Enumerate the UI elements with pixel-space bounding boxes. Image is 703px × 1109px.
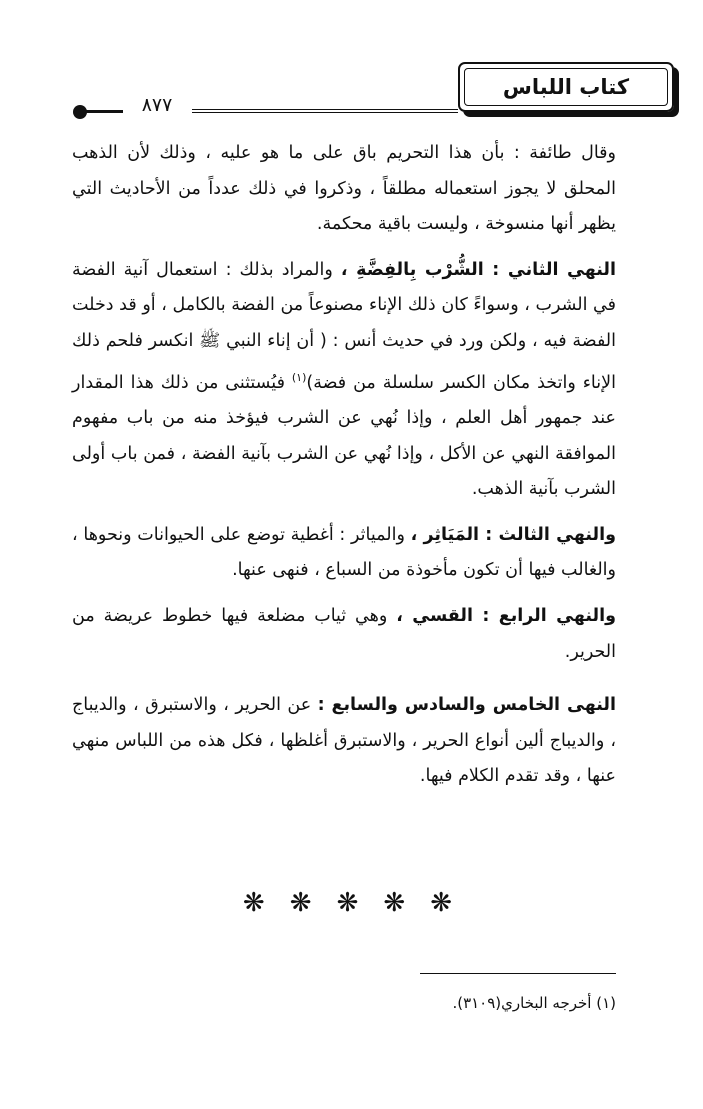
paragraph-1-text: وقال طائفة : بأن هذا التحريم باق على ما هو عليه ، وذلك لأن الذهب المحلق لا يجوز استعماله مطلقاً ، وذكروا في ذلك عدداً من الأحاديث التي يظهر أنها منسوخة ، وليست باقية محكمة. [72,143,616,235]
footnote-rule [420,973,616,974]
paragraph-2-text: والمراد بذلك : استعمال آنية الفضة في الشرب ، وسواءً كان ذلك الإناء مصنوعاً من الفضة بالكامل ، أو قد دخلت الفضة فيه ، ولكن ورد في حديث أنس : ( أن إناء النبي ﷺ انكسر فلحم ذلك الإناء واتخذ مكان الكسر سلسلة من فضة) [72,259,616,393]
paragraph-3 [72,518,616,589]
header-ornament-bar [83,110,123,113]
page-body [72,136,616,795]
paragraph-5-heading: النهى الخامس والسادس والسابع : [317,695,616,716]
paragraph-4-text: وهي ثياب مضلعة فيها خطوط عريضة من الحرير. [72,605,616,662]
chapter-title-box [458,62,674,112]
paragraph-4 [72,599,616,670]
header-ornament-dot [73,105,87,119]
paragraph-2-text-continued: فيُستثنى من ذلك هذا المقدار عند جمهور أهل العلم ، وإذا نُهي عن الشرب فيؤخذ منه من باب مفهوم الموافقة النهي عن الأكل ، وإذا نُهي عن الشرب بآنية الفضة ، فمن باب أولى الشرب بآنية الذهب. [72,372,616,500]
paragraph-2-heading: النهي الثاني : الشُّرْب بِالفِضَّةِ ، [340,259,616,280]
chapter-title-frame [464,68,668,106]
paragraph-2 [72,253,616,508]
page-number: ٨٧٧ [141,94,173,116]
chapter-title: كتاب اللباس [502,75,630,99]
section-separator: ❋ ❋ ❋ ❋ ❋ [242,888,461,918]
paragraph-5 [72,688,616,795]
paragraph-3-heading: والنهي الثالث : المَيَاثِر ، [410,524,616,545]
paragraph-1 [72,136,616,243]
paragraph-3-text: والمياثر : أغطية توضع على الحيوانات ونحوها ، والغالب فيها أن تكون مأخوذة من السباع ، فنهى عنها. [72,524,616,581]
header-rule [192,109,458,113]
footnote-ref: (١) [291,370,307,384]
footnote: (١) أخرجه البخاري(٣١٠٩). [452,994,616,1012]
paragraph-5-text: عن الحرير ، والاستبرق ، والديباج ، والديباج ألين أنواع الحرير ، والاستبرق أغلظها ، فكل هذه من اللباس منهي عنها ، وقد تقدم الكلام فيها. [72,695,616,787]
paragraph-4-heading: والنهي الرابع : القسي ، [396,605,616,626]
